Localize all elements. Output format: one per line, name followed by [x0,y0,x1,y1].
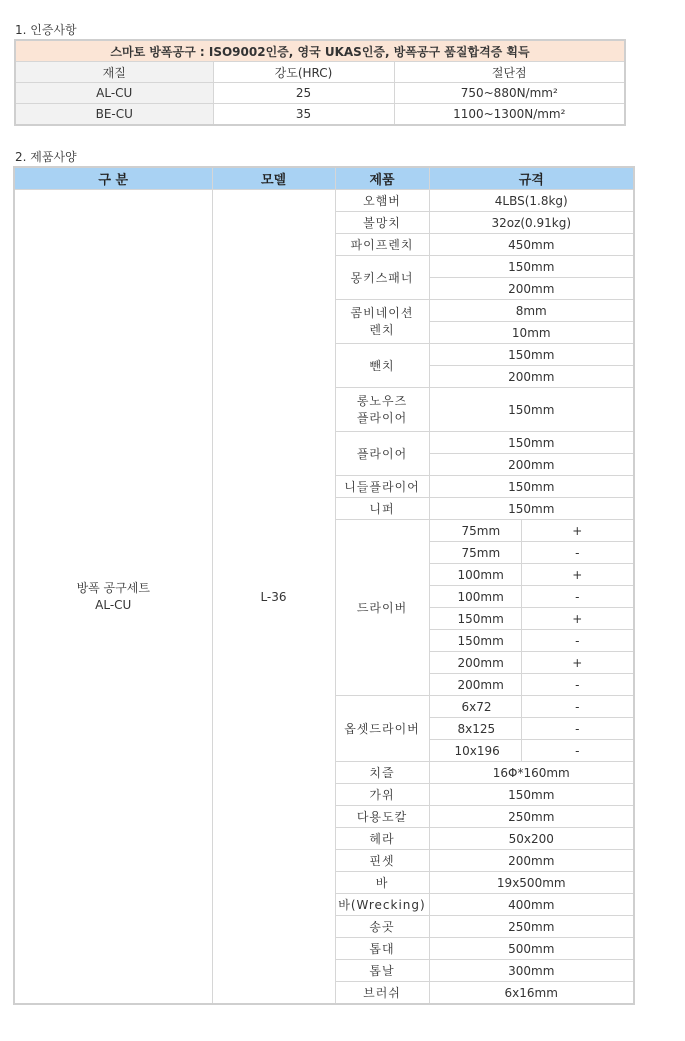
offset-size: 8x125 [429,718,521,740]
product-scissors: 가위 [335,784,429,806]
spec-pliers-b-2: 200mm [429,366,634,388]
category-cell [14,190,212,1005]
hardness-cell: 25 [213,83,394,104]
spec-plier-2: 200mm [429,454,634,476]
spec-nipper: 150mm [429,498,634,520]
header-hardness: 강도(HRC) [213,62,394,83]
product-tweezers: 핀셋 [335,850,429,872]
offset-size: 10x196 [429,740,521,762]
certification-banner: 스마토 방폭공구 : ISO9002인증, 영국 UKAS인증, 방폭공구 품질합격증 획득 [15,40,625,62]
product-long-nose-pliers [335,388,429,432]
offset-type: - [521,740,634,762]
header-category: 구 분 [14,167,212,190]
spec-needle-pliers: 150mm [429,476,634,498]
product-pliers-b: 뺀치 [335,344,429,388]
spec-awl: 250mm [429,916,634,938]
product-wrecking-bar: 바(Wrecking) [335,894,429,916]
hardness-cell: 35 [213,104,394,126]
product-bar: 바 [335,872,429,894]
driver-type: + [521,520,634,542]
driver-size: 100mm [429,564,521,586]
spec-tweezers: 200mm [429,850,634,872]
product-plier: 플라이어 [335,432,429,476]
product-saw-blade: 톱날 [335,960,429,982]
driver-type: - [521,542,634,564]
spec-hammer: 4LBS(1.8kg) [429,190,634,212]
product-utility-knife: 다용도칼 [335,806,429,828]
driver-type: - [521,630,634,652]
category-line-1: 방폭 공구세트 [76,580,150,595]
long-nose-line-2: 플라이어 [356,410,408,425]
material-cell: AL-CU [15,83,213,104]
spec-utility-knife: 250mm [429,806,634,828]
spec-chisel: 16Φ*160mm [429,762,634,784]
driver-size: 150mm [429,630,521,652]
offset-type: - [521,696,634,718]
product-offset-driver: 옵셋드라이버 [335,696,429,762]
section-2-title: 2. 제품사양 [15,150,77,164]
product-monkey-spanner: 몽키스패너 [335,256,429,300]
material-cell: BE-CU [15,104,213,126]
header-product: 제품 [335,167,429,190]
spec-saw-frame: 500mm [429,938,634,960]
spec-combination-1: 8mm [429,300,634,322]
header-material: 재질 [15,62,213,83]
driver-size: 100mm [429,586,521,608]
spec-scissors: 150mm [429,784,634,806]
product-awl: 송곳 [335,916,429,938]
product-saw-frame: 톱대 [335,938,429,960]
spec-wrecking-bar: 400mm [429,894,634,916]
spec-pliers-b-1: 150mm [429,344,634,366]
driver-type: + [521,564,634,586]
spec-pipe-wrench: 450mm [429,234,634,256]
specification-table [13,166,635,1005]
product-brush: 브러쉬 [335,982,429,1005]
product-ball-hammer: 볼망치 [335,212,429,234]
product-scraper: 헤라 [335,828,429,850]
product-driver: 드라이버 [335,520,429,696]
spec-monkey-2: 200mm [429,278,634,300]
combination-line-2: 렌치 [369,322,395,337]
spec-plier-1: 150mm [429,432,634,454]
product-pipe-wrench: 파이프렌치 [335,234,429,256]
certification-table [14,39,626,126]
table-row [15,83,625,104]
driver-size: 150mm [429,608,521,630]
cutting-point-cell: 750~880N/mm² [394,83,625,104]
model-cell: L-36 [212,190,335,1005]
product-needle-pliers: 니들플라이어 [335,476,429,498]
header-model: 모델 [212,167,335,190]
product-hammer: 오햄버 [335,190,429,212]
spec-brush: 6x16mm [429,982,634,1005]
driver-type: - [521,586,634,608]
table-row [15,104,625,126]
product-combination-wrench [335,300,429,344]
long-nose-line-1: 롱노우즈 [356,393,408,408]
driver-size: 200mm [429,652,521,674]
spec-combination-2: 10mm [429,322,634,344]
driver-type: + [521,608,634,630]
header-spec: 규격 [429,167,634,190]
spec-long-nose: 150mm [429,388,634,432]
spec-bar: 19x500mm [429,872,634,894]
product-nipper: 니퍼 [335,498,429,520]
spec-saw-blade: 300mm [429,960,634,982]
driver-type: - [521,674,634,696]
driver-size: 75mm [429,520,521,542]
header-cutting-point: 절단점 [394,62,625,83]
spec-monkey-1: 150mm [429,256,634,278]
product-chisel: 치즐 [335,762,429,784]
offset-size: 6x72 [429,696,521,718]
driver-size: 200mm [429,674,521,696]
section-1-title: 1. 인증사항 [15,23,77,37]
cutting-point-cell: 1100~1300N/mm² [394,104,625,126]
driver-type: + [521,652,634,674]
combination-line-1: 콤비네이션 [350,305,414,320]
spec-scraper: 50x200 [429,828,634,850]
offset-type: - [521,718,634,740]
driver-size: 75mm [429,542,521,564]
spec-ball-hammer: 32oz(0.91kg) [429,212,634,234]
category-line-2: AL-CU [95,597,132,612]
